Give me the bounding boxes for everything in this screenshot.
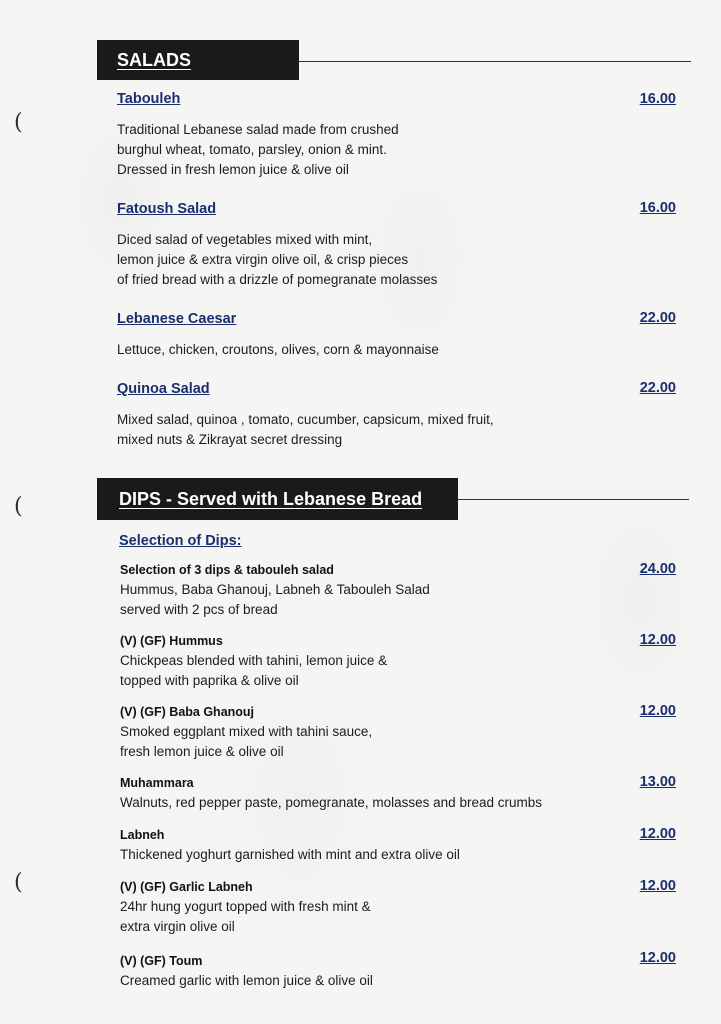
menu-item-description: Walnuts, red pepper paste, pomegranate, molasses and bread crumbs: [120, 795, 542, 810]
menu-item-price: 13.00: [639, 774, 676, 790]
divider: [299, 61, 691, 62]
menu-item-description: Mixed salad, quinoa , tomato, cucumber, capsicum, mixed fruit, mixed nuts & Zikrayat secret dressing: [117, 412, 494, 447]
menu-item-name: (V) (GF) Hummus: [120, 634, 223, 648]
menu-item-description: Thickened yoghurt garnished with mint and extra olive oil: [120, 847, 460, 862]
menu-item-name: Labneh: [120, 828, 165, 842]
menu-item-description: Chickpeas blended with tahini, lemon juice & topped with paprika & olive oil: [120, 653, 388, 688]
menu-item-name: Selection of 3 dips & tabouleh salad: [120, 563, 334, 577]
menu-item-description: Lettuce, chicken, croutons, olives, corn & mayonnaise: [117, 342, 439, 357]
menu-item-name: (V) (GF) Toum: [120, 954, 203, 968]
menu-item-price: 16.00: [639, 200, 676, 216]
menu-item-description: Smoked eggplant mixed with tahini sauce, fresh lemon juice & olive oil: [120, 724, 373, 759]
menu-item-name: Lebanese Caesar: [117, 311, 237, 327]
divider: [458, 499, 689, 500]
menu-item-description: 24hr hung yogurt topped with fresh mint & extra virgin olive oil: [120, 899, 371, 934]
menu-item-price: 12.00: [639, 826, 676, 842]
menu-item-price: 12.00: [639, 703, 676, 719]
dips-section-header: [97, 478, 458, 520]
punch-hole-mark: (: [14, 870, 23, 895]
salads-header-text: SALADS: [117, 50, 192, 70]
punch-hole-mark: (: [14, 110, 23, 135]
menu-item-price: 16.00: [639, 91, 676, 107]
menu-item-description: Traditional Lebanese salad made from crushed burghul wheat, tomato, parsley, onion & mint. Dressed in fresh lemon juice & olive oil: [117, 122, 399, 177]
menu-item-name: Quinoa Salad: [117, 381, 210, 397]
menu-item-price: 22.00: [639, 310, 676, 326]
menu-item-name: (V) (GF) Garlic Labneh: [120, 880, 253, 894]
menu-item-name: Muhammara: [120, 776, 194, 790]
dips-header-text: DIPS - Served with Lebanese Bread: [119, 489, 423, 509]
menu-item-description: Creamed garlic with lemon juice & olive oil: [120, 973, 373, 988]
menu-item-price: 12.00: [639, 878, 676, 894]
dips-subheader: Selection of Dips:: [119, 533, 242, 549]
salads-section-header: [97, 40, 299, 80]
menu-item-description: Hummus, Baba Ghanouj, Labneh & Tabouleh Salad served with 2 pcs of bread: [120, 582, 430, 617]
menu-item-price: 12.00: [639, 632, 676, 648]
menu-item-description: Diced salad of vegetables mixed with mint, lemon juice & extra virgin olive oil, & crisp pieces of fried bread with a drizzle of pomegranate molasses: [117, 232, 438, 287]
menu-item-name: Tabouleh: [117, 91, 181, 107]
menu-item-price: 12.00: [639, 950, 676, 966]
punch-hole-mark: (: [14, 494, 23, 519]
menu-item-price: 24.00: [639, 561, 676, 577]
menu-item-name: Fatoush Salad: [117, 201, 217, 217]
menu-item-name: (V) (GF) Baba Ghanouj: [120, 705, 255, 719]
menu-item-price: 22.00: [639, 380, 676, 396]
